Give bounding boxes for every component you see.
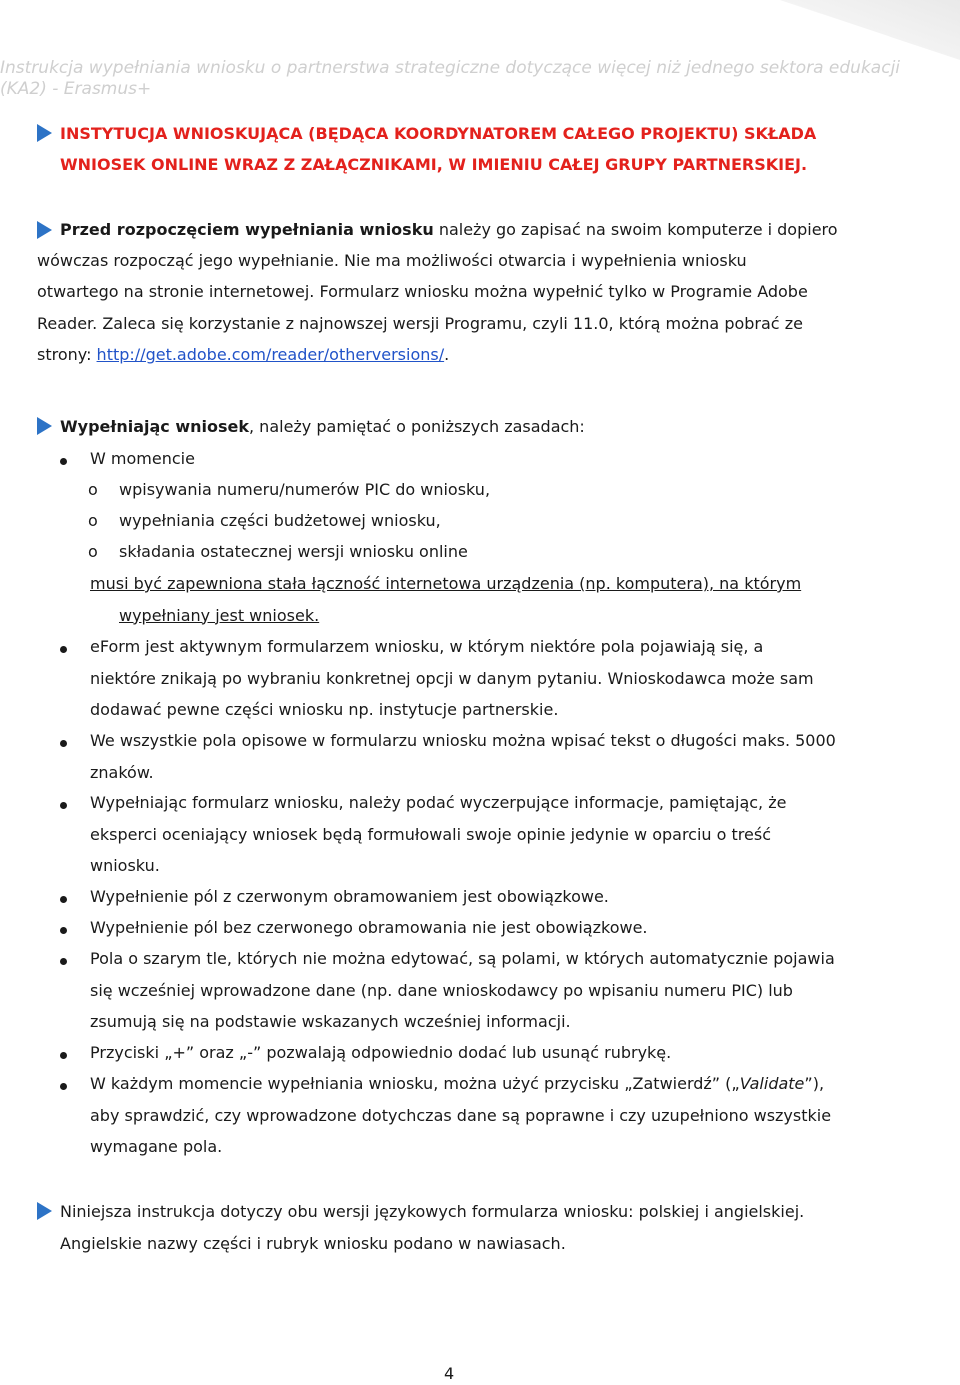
- coordinator-notice-line-1: INSTYTUCJA WNIOSKUJĄCA (BĘDĄCA KOORDYNATOREM CAŁEGO PROJEKTU) SKŁADA: [60, 124, 817, 143]
- rule-line: dodawać pewne części wniosku np. instytucje partnerskie.: [90, 700, 559, 719]
- circle-bullet-icon: o: [88, 511, 98, 530]
- arrow-bullet-icon: [37, 124, 52, 142]
- rule-line: znaków.: [90, 762, 154, 782]
- rule-line: We wszystkie pola opisowe w formularzu wniosku można wpisać tekst o długości maks. 5000: [90, 731, 836, 750]
- running-header: [0, 58, 900, 100]
- save-before-filling-continued: [37, 245, 917, 370]
- rule-line: niektóre znikają po wybraniu konkretnej opcji w danym pytaniu. Wnioskodawca może sam: [90, 668, 814, 688]
- sub-rule-item: wypełniania części budżetowej wniosku,: [119, 511, 441, 530]
- page-number: 4: [444, 1364, 455, 1383]
- rule-item: W momencie: [90, 449, 195, 468]
- paragraph-text: , należy pamiętać o poniższych zasadach:: [249, 417, 585, 436]
- language-versions-note: [60, 1196, 804, 1260]
- circle-bullet-icon: o: [88, 480, 98, 499]
- rule-line: eForm jest aktywnym formularzem wniosku, w którym niektóre pola pojawiają się, a: [90, 637, 764, 656]
- arrow-bullet-icon: [37, 417, 52, 435]
- rule-text: ”),: [804, 1074, 825, 1093]
- bullet-dot-icon: [60, 896, 67, 903]
- rule-item: Wypełnienie pól bez czerwonego obramowania nie jest obowiązkowe.: [90, 918, 648, 937]
- bullet-dot-icon: [60, 1083, 67, 1090]
- bullet-dot-icon: [60, 740, 67, 747]
- rule-line: aby sprawdzić, czy wprowadzone dotychczas dane są poprawne i czy uzupełniono wszystkie: [90, 1105, 832, 1125]
- bullet-dot-icon: [60, 927, 67, 934]
- connectivity-note: [90, 568, 801, 631]
- rule-item: [90, 1068, 900, 1163]
- rule-item: [90, 943, 900, 1038]
- paragraph-line: Reader. Zaleca się korzystanie z najnowszej wersji Programu, czyli 11.0, którą można pobrać ze: [37, 313, 803, 333]
- note-line: Angielskie nazwy części i rubryk wniosku podano w nawiasach.: [60, 1234, 566, 1253]
- bullet-dot-icon: [60, 458, 67, 465]
- bullet-dot-icon: [60, 646, 67, 653]
- paragraph-text: należy go zapisać na swoim komputerze i dopiero: [433, 220, 838, 239]
- header-line-1: Instrukcja wypełniania wniosku o partnerstwa strategiczne dotyczące więcej niż jednego sektora edukacji: [0, 58, 901, 78]
- rule-text: W każdym momencie wypełniania wniosku, można użyć przycisku „Zatwierdź” („: [90, 1074, 740, 1093]
- rule-line: Pola o szarym tle, których nie można edytować, są polami, w których automatycznie pojawia: [90, 949, 835, 968]
- page-corner-decoration: [660, 0, 960, 60]
- circle-bullet-icon: o: [88, 542, 98, 561]
- rule-item: [90, 787, 900, 882]
- coordinator-notice: [60, 118, 910, 180]
- coordinator-notice-line-2: WNIOSEK ONLINE WRAZ Z ZAŁĄCZNIKAMI, W IMIENIU CAŁEJ GRUPY PARTNERSKIEJ.: [60, 155, 808, 174]
- rule-item: [90, 725, 900, 788]
- rule-item: [90, 631, 900, 726]
- rules-intro: [60, 411, 585, 442]
- paragraph-text: strony:: [37, 344, 97, 364]
- adobe-reader-link[interactable]: http://get.adobe.com/reader/otherversions/: [96, 344, 445, 364]
- rule-line: eksperci oceniający wniosek będą formułowali swoje opinie jedynie w oparciu o treść: [90, 824, 771, 844]
- note-line: Niniejsza instrukcja dotyczy obu wersji językowych formularza wniosku: polskiej i angielskiej.: [60, 1202, 805, 1221]
- note-line: wypełniany jest wniosek.: [119, 605, 320, 625]
- bold-lead: Wypełniając wniosek: [60, 417, 249, 436]
- paragraph-text: .: [444, 344, 450, 364]
- rule-line: Wypełniając formularz wniosku, należy podać wyczerpujące informacje, pamiętając, że: [90, 793, 787, 812]
- paragraph-line: otwartego na stronie internetowej. Formularz wniosku można wypełnić tylko w Programie Adobe: [37, 282, 808, 302]
- arrow-bullet-icon: [37, 221, 52, 239]
- bullet-dot-icon: [60, 958, 67, 965]
- sub-rule-item: wpisywania numeru/numerów PIC do wniosku,: [119, 480, 491, 499]
- bold-lead: Przed rozpoczęciem wypełniania wniosku: [60, 220, 434, 239]
- rule-line: się wcześniej wprowadzone dane (np. dane wnioskodawcy po wpisaniu numeru PIC) lub: [90, 980, 793, 1000]
- arrow-bullet-icon: [37, 1202, 52, 1220]
- rule-text-italic: Validate: [739, 1074, 805, 1093]
- bullet-dot-icon: [60, 1052, 67, 1059]
- rule-item: Wypełnienie pól z czerwonym obramowaniem jest obowiązkowe.: [90, 887, 609, 906]
- rule-item: Przyciski „+” oraz „-” pozwalają odpowiednio dodać lub usunąć rubrykę.: [90, 1043, 672, 1062]
- note-line: musi być zapewniona stała łączność internetowa urządzenia (np. komputera), na którym: [90, 574, 802, 593]
- bullet-dot-icon: [60, 802, 67, 809]
- save-before-filling-paragraph: [60, 214, 910, 245]
- rule-line: wniosku.: [90, 856, 160, 875]
- rule-line: wymagane pola.: [90, 1137, 223, 1156]
- header-line-2: (KA2) - Erasmus+: [0, 79, 152, 99]
- rule-line: zsumują się na podstawie wskazanych wcześniej informacji.: [90, 1012, 571, 1031]
- sub-rule-item: składania ostatecznej wersji wniosku online: [119, 542, 468, 561]
- paragraph-line: wówczas rozpocząć jego wypełnianie. Nie ma możliwości otwarcia i wypełnienia wniosku: [37, 251, 747, 270]
